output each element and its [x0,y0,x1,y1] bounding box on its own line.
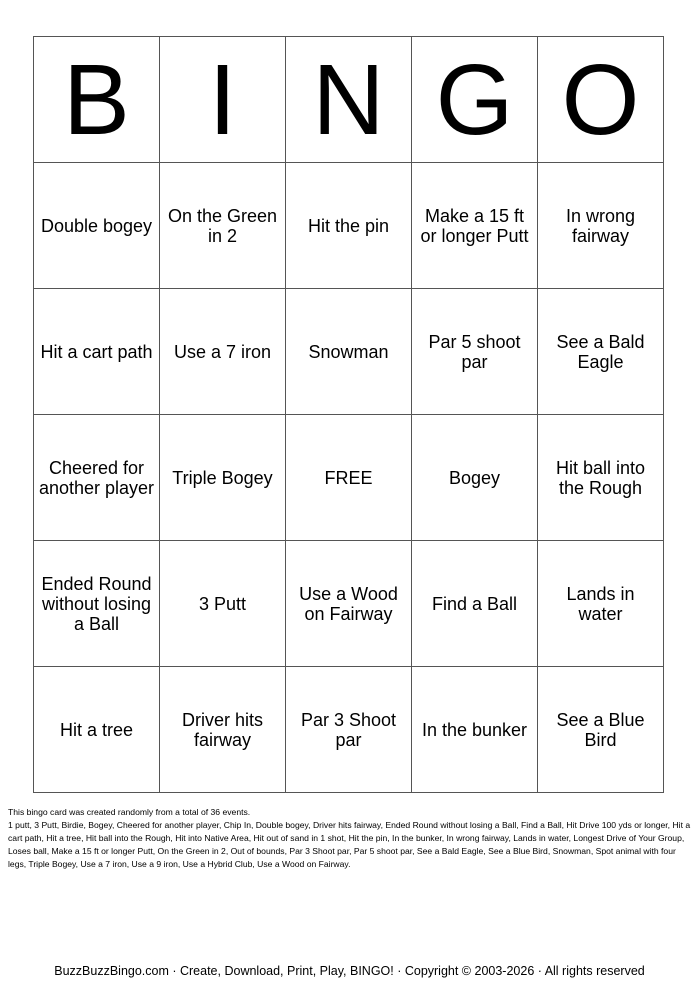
free-space-cell: FREE [286,415,412,541]
bingo-cell: Par 5 shoot par [412,289,538,415]
bingo-cell: Double bogey [34,163,160,289]
event-notes [8,806,691,871]
bingo-cell: Snowman [286,289,412,415]
bingo-cell: Par 3 Shoot par [286,667,412,793]
bingo-card [33,36,664,793]
bingo-cell: See a Bald Eagle [538,289,664,415]
bingo-row [34,415,664,541]
bingo-cell: Hit a cart path [34,289,160,415]
bingo-cell: 3 Putt [160,541,286,667]
bingo-cell: Use a 7 iron [160,289,286,415]
bingo-row [34,541,664,667]
bingo-header-row [34,37,664,163]
bingo-cell: Bogey [412,415,538,541]
bingo-cell: Find a Ball [412,541,538,667]
bingo-cell: Use a Wood on Fairway [286,541,412,667]
header-letter-i: I [160,37,286,163]
bingo-cell: Hit a tree [34,667,160,793]
created-note: This bingo card was created randomly from a total of 36 events. [8,807,251,817]
bingo-cell: In wrong fairway [538,163,664,289]
bingo-cell: Triple Bogey [160,415,286,541]
footer-text: BuzzBuzzBingo.com · Create, Download, Print, Play, BINGO! · Copyright © 2003-2026 · All rights reserved [54,964,645,978]
bingo-cell: Hit ball into the Rough [538,415,664,541]
header-letter-n: N [286,37,412,163]
bingo-cell: Lands in water [538,541,664,667]
bingo-cell: Make a 15 ft or longer Putt [412,163,538,289]
header-letter-o: O [538,37,664,163]
bingo-cell: Cheered for another player [34,415,160,541]
bingo-row [34,289,664,415]
header-letter-b: B [34,37,160,163]
bingo-cell: In the bunker [412,667,538,793]
bingo-cell: See a Blue Bird [538,667,664,793]
header-letter-g: G [412,37,538,163]
bingo-cell: Ended Round without losing a Ball [34,541,160,667]
events-list: 1 putt, 3 Putt, Birdie, Bogey, Cheered for another player, Chip In, Double bogey, Driver hits fairway, Ended Round without losing a Ball, Find a Ball, Hit Drive 100 yds or longer, Hit a cart path, Hit a tree, Hit ball into the Rough, Hit into Native Area, Hit out of sand in 1 shot, Hit the pin, In the bunker, In wrong fairway, Lands in water, Longest Drive of Your Group, Loses ball, Make a 15 ft or longer Putt, On the Green in 2, Out of bounds, Par 3 Shoot par, Par 5 shoot par, See a Bald Eagle, See a Blue Bird, Snowman, Spot animal with four legs, Triple Bogey, Use a 7 iron, Use a 9 iron, Use a Hybrid Club, Use a Wood on Fairway. [8,820,691,869]
bingo-cell: Hit the pin [286,163,412,289]
bingo-row [34,667,664,793]
bingo-cell: Driver hits fairway [160,667,286,793]
bingo-row [34,163,664,289]
bingo-cell: On the Green in 2 [160,163,286,289]
